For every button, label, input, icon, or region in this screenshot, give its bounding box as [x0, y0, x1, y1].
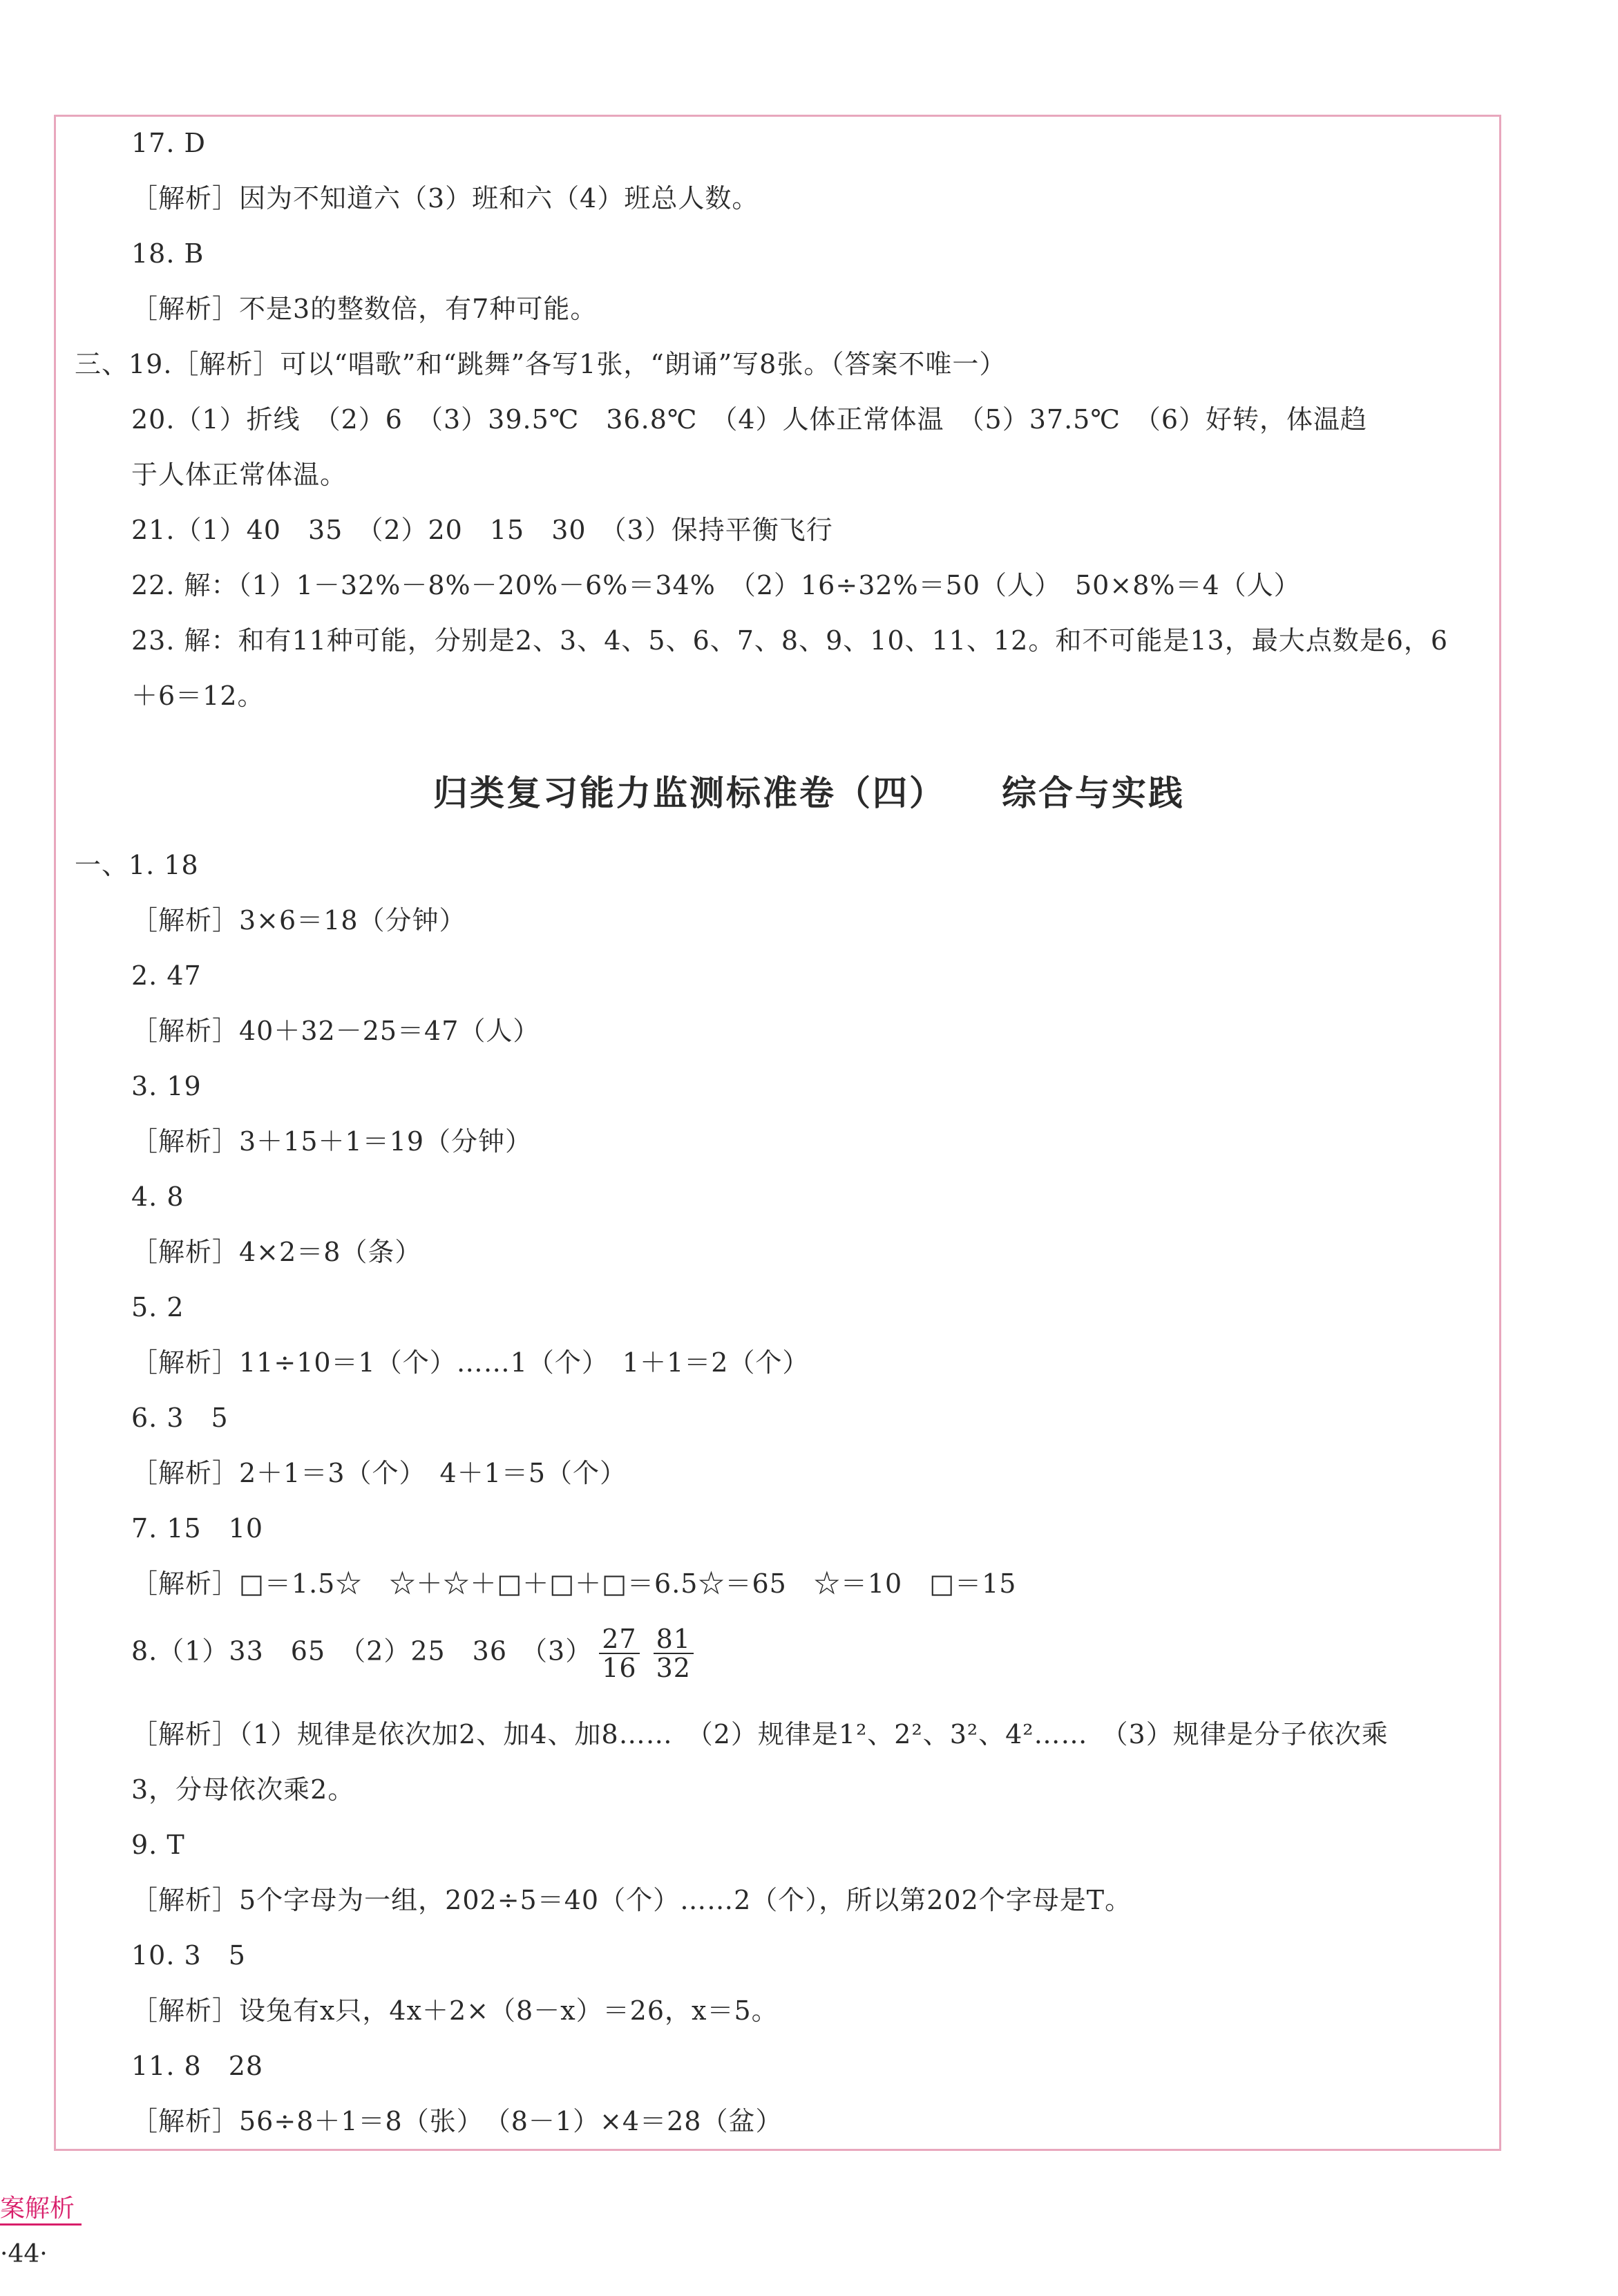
analysis-8: ［解析］（1）规律是依次加2、加4、加8…… （2）规律是1²、2²、3²、4²…… （3）规律是分子依次乘 — [131, 1719, 1389, 1749]
answer-18: 18. B — [131, 238, 204, 269]
answer-8-text: 8.（1）33 65 （2）25 36 （3） — [131, 1635, 593, 1667]
analysis-18: ［解析］不是3的整数倍，有7种可能。 — [131, 294, 598, 324]
answer-23: 23. 解：和有11种可能，分别是2、3、4、5、6、7、8、9、10、11、12。和不可能是13，最大点数是6，6 — [131, 625, 1449, 656]
fraction-denominator: 16 — [602, 1653, 637, 1683]
answer-17: 17. D — [131, 128, 206, 158]
analysis-7: ［解析］□＝1.5☆ ☆＋☆＋□＋□＋□＝6.5☆＝65 ☆＝10 □＝15 — [131, 1568, 1017, 1599]
answer-21: 21.（1）40 35 （2）20 15 30 （3）保持平衡飞行 — [131, 515, 833, 545]
answer-23-cont: ＋6＝12。 — [131, 681, 265, 711]
footer-label: 案解析 — [0, 2194, 75, 2223]
fraction-27-16 — [599, 1625, 639, 1682]
footer-rule — [0, 2223, 82, 2226]
answer-3: 3. 19 — [131, 1071, 202, 1101]
answer-4: 4. 8 — [131, 1182, 184, 1212]
answer-10: 10. 3 5 — [131, 1940, 246, 1971]
section-title: 归类复习能力监测标准卷（四） 综合与实践 — [433, 772, 1185, 813]
answer-2: 2. 47 — [131, 960, 202, 991]
fraction-numerator: 81 — [654, 1625, 694, 1654]
answer-22: 22. 解：（1）1－32%－8%－20%－6%＝34% （2）16÷32%＝50（人） 50×8%＝4（人） — [131, 570, 1301, 600]
answer-20-cont: 于人体正常体温。 — [131, 459, 348, 490]
analysis-4: ［解析］4×2＝8（条） — [131, 1237, 422, 1267]
analysis-2: ［解析］40＋32－25＝47（人） — [131, 1016, 540, 1046]
answer-7: 7. 15 10 — [131, 1513, 264, 1544]
answer-8 — [131, 1625, 701, 1682]
fraction-81-32 — [654, 1625, 694, 1682]
answer-20: 20.（1）折线 （2）6 （3）39.5℃ 36.8℃ （4）人体正常体温 （5）37.5℃ （6）好转，体温趋 — [131, 404, 1368, 435]
analysis-5: ［解析］11÷10＝1（个）……1（个） 1＋1＝2（个） — [131, 1347, 810, 1378]
answer-1: 一、1. 18 — [75, 850, 199, 880]
analysis-1: ［解析］3×6＝18（分钟） — [131, 905, 466, 936]
answer-6: 6. 3 5 — [131, 1403, 229, 1433]
analysis-6: ［解析］2＋1＝3（个） 4＋1＝5（个） — [131, 1458, 627, 1488]
analysis-3: ［解析］3＋15＋1＝19（分钟） — [131, 1126, 533, 1157]
fraction-denominator: 32 — [656, 1653, 691, 1683]
analysis-9: ［解析］5个字母为一组，202÷5＝40（个）……2（个），所以第202个字母是T。 — [131, 1885, 1132, 1915]
answer-11: 11. 8 28 — [131, 2051, 264, 2081]
analysis-11: ［解析］56÷8＋1＝8（张） （8－1）×4＝28（盆） — [131, 2106, 783, 2136]
answer-5: 5. 2 — [131, 1292, 184, 1322]
answer-19: 三、19.［解析］可以“唱歌”和“跳舞”各写1张，“朗诵”写8张。（答案不唯一） — [75, 349, 1007, 379]
analysis-8-cont: 3，分母依次乘2。 — [131, 1774, 355, 1805]
analysis-10: ［解析］设兔有x只，4x＋2×（8－x）＝26，x＝5。 — [131, 1995, 779, 2026]
fraction-numerator: 27 — [599, 1625, 639, 1654]
answer-9: 9. T — [131, 1830, 185, 1860]
analysis-17: ［解析］因为不知道六（3）班和六（4）班总人数。 — [131, 183, 759, 214]
page-number: ·44· — [0, 2240, 48, 2268]
